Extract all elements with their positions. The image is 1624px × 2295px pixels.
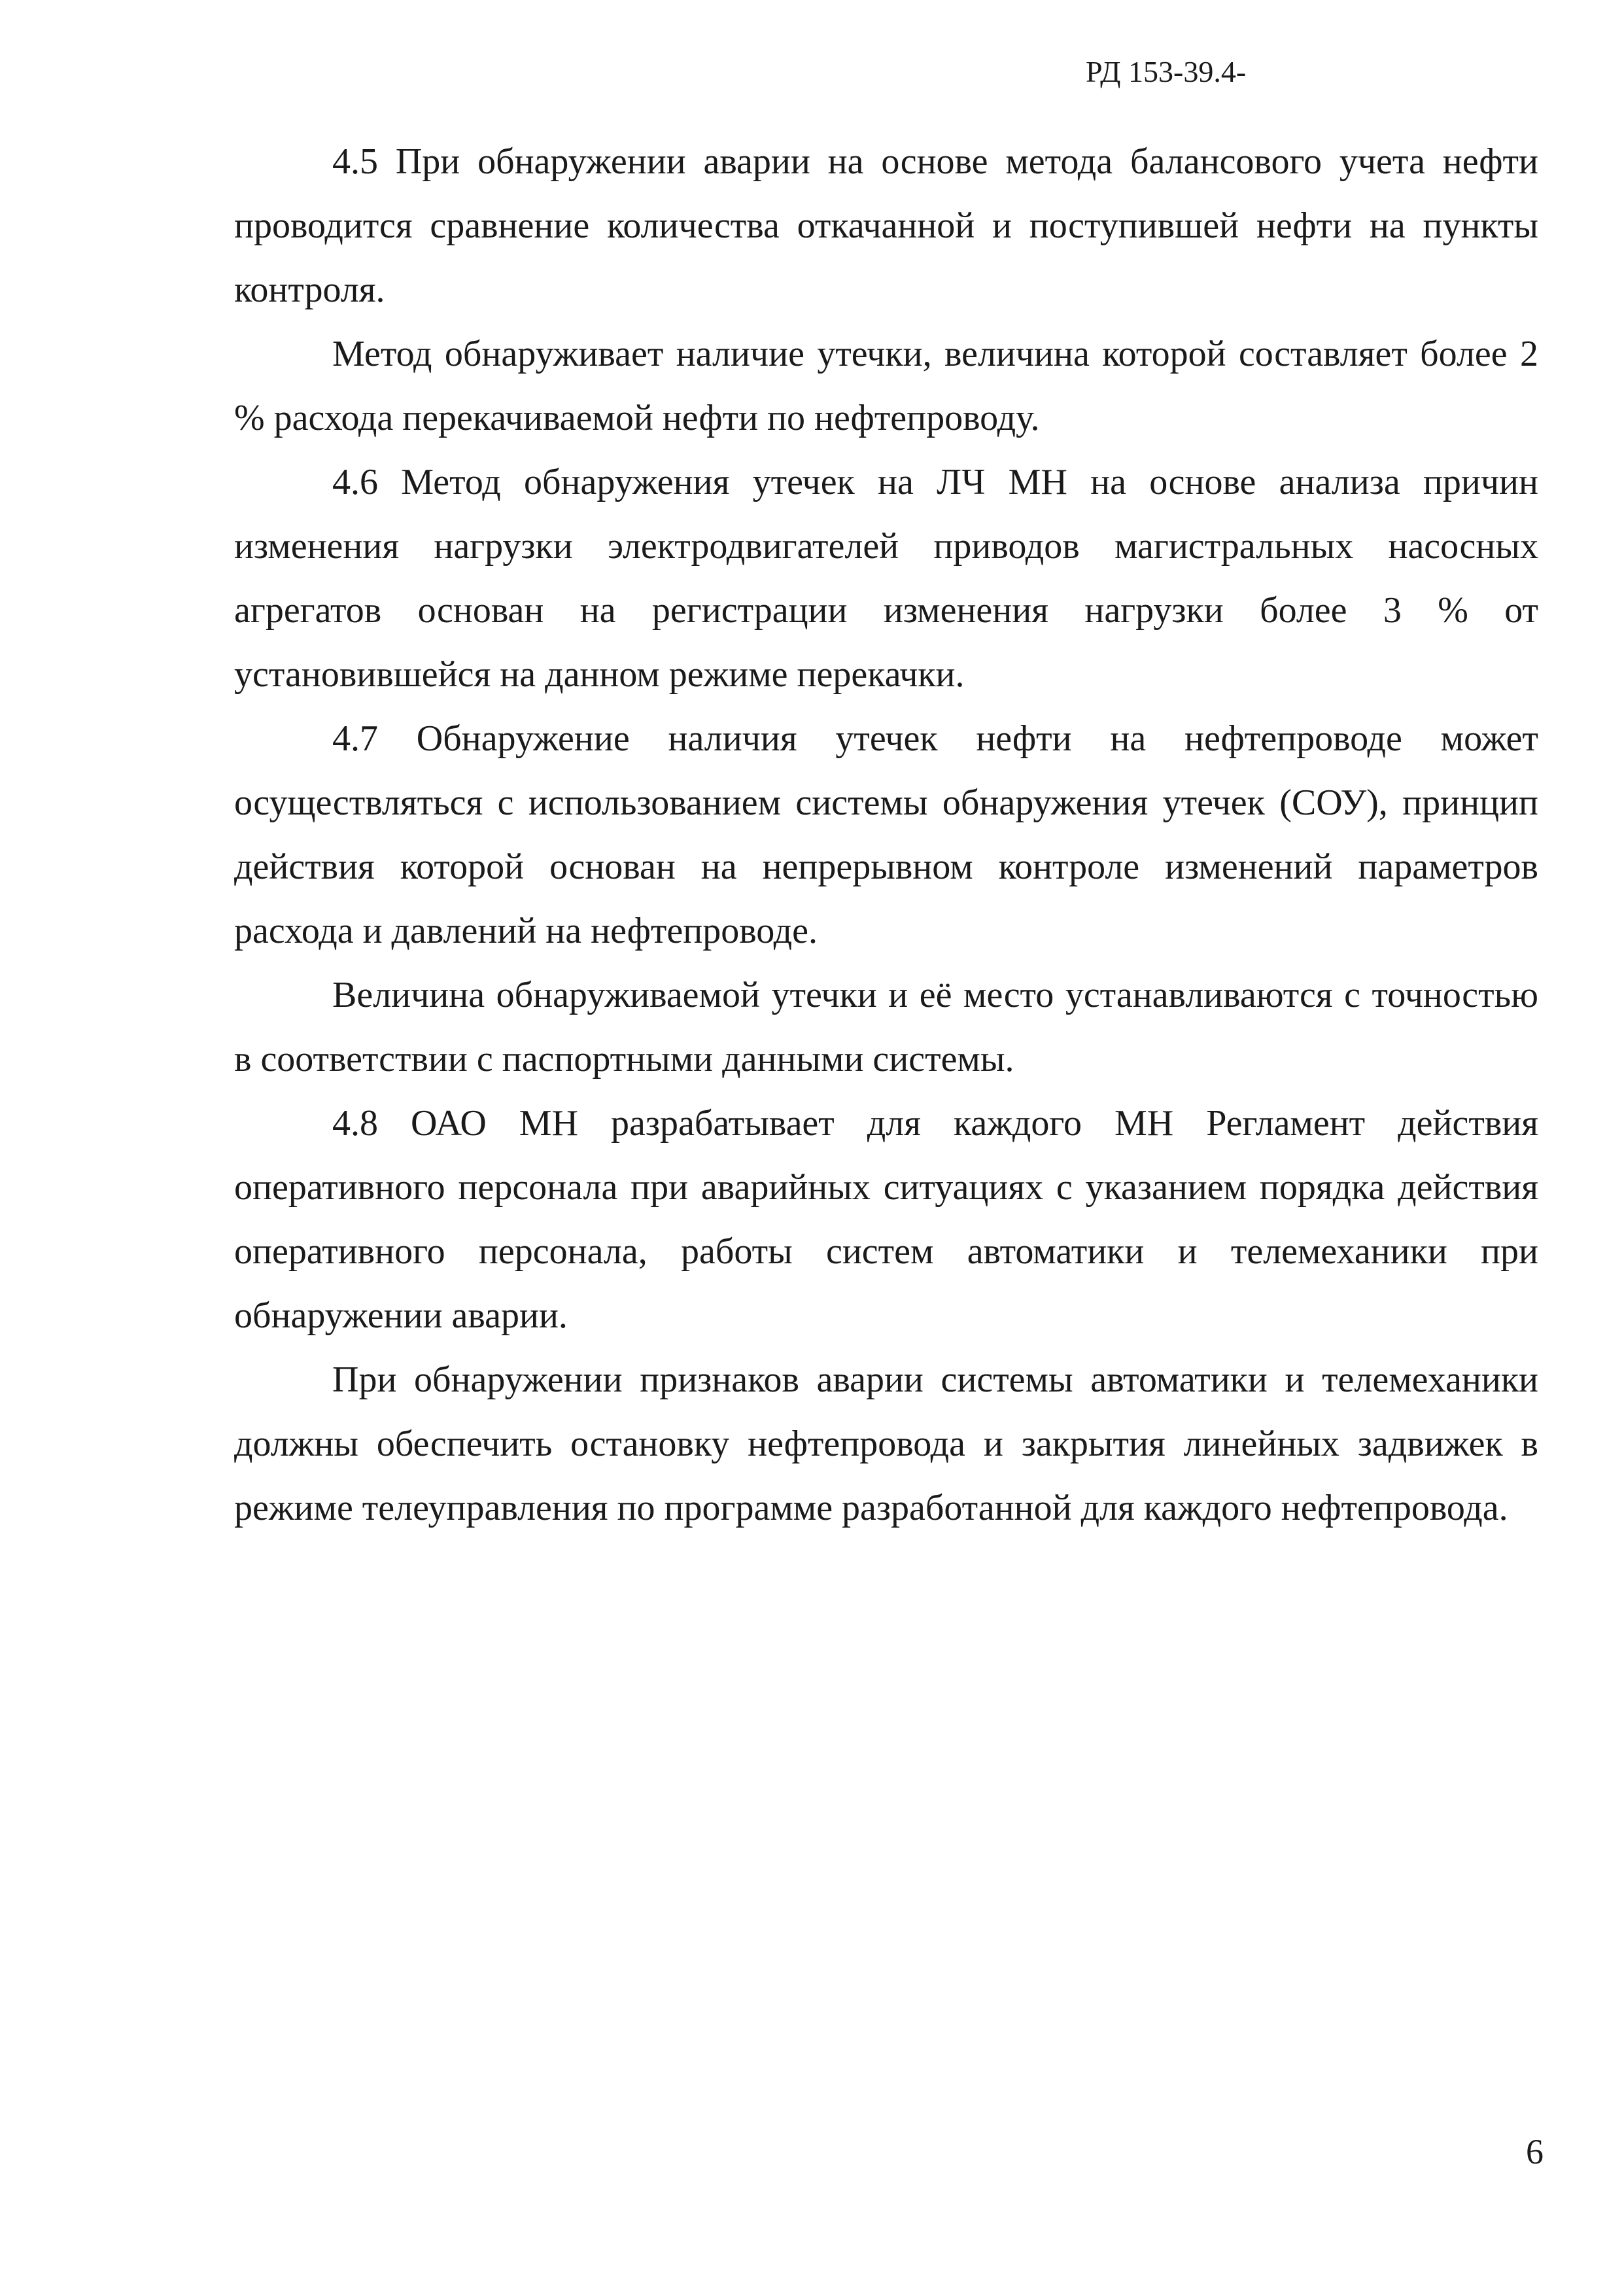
paragraph-4-5: 4.5 При обнаружении аварии на основе метода балансового учета нефти проводится сравнение количества откачанной и поступившей нефти на пункты контроля. [234, 141, 1538, 310]
page-number: 6 [1526, 2132, 1544, 2171]
paragraph-automation: При обнаружении признаков аварии системы автоматики и телемеханики должны обеспечить остановку нефтепровода и закрытия линейных задвижек в режиме телеуправления по программе разработанной для каждого нефтепровода. [234, 1359, 1538, 1528]
paragraph-leak-accuracy: Величина обнаруживаемой утечки и её место устанавливаются с точностью в соответствии с паспортными данными системы. [234, 975, 1538, 1079]
paragraph-4-8: 4.8 ОАО МН разрабатывает для каждого МН Регламент действия оперативного персонала при аварийных ситуациях с указанием порядка действия оперативного персонала, работы систем автоматики и телемеханики при обнаружении аварии. [234, 1103, 1538, 1336]
document-code: РД 153-39.4- [1086, 55, 1247, 88]
paragraph-leak-threshold: Метод обнаруживает наличие утечки, величина которой составляет более 2 % расхода перекачиваемой нефти по нефтепроводу. [234, 334, 1538, 438]
paragraph-4-7: 4.7 Обнаружение наличия утечек нефти на нефтепроводе может осуществляться с использованием системы обнаружения утечек (СОУ), принцип действия которой основан на непрерывном контроле изменений параметров расхода и давлений на нефтепроводе. [234, 718, 1538, 951]
document-body [234, 130, 1538, 1540]
paragraph-4-6: 4.6 Метод обнаружения утечек на ЛЧ МН на основе анализа причин изменения нагрузки электродвигателей приводов магистральных насосных агрегатов основан на регистрации изменения нагрузки более 3 % от установившейся на данном режиме перекачки. [234, 462, 1538, 695]
